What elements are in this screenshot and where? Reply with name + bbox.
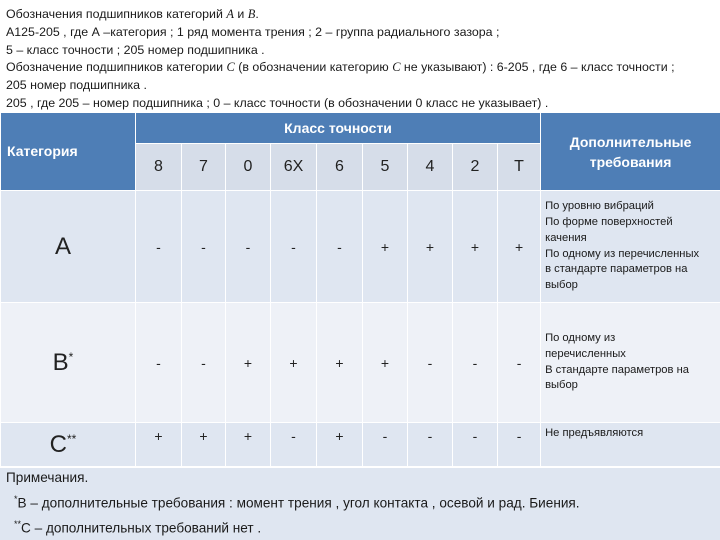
value-cell: + — [363, 303, 408, 423]
value-cell: - — [453, 423, 498, 467]
intro-line-6: 205 , где 205 – номер подшипника ; 0 – класс точности (в обозначении 0 класс не указывает) . — [6, 95, 549, 110]
value-cell: - — [408, 303, 453, 423]
value-cell: + — [226, 423, 271, 467]
value-cell: - — [271, 423, 317, 467]
value-cell: - — [498, 303, 541, 423]
intro-line-1: Обозначения подшипников категорий A и B. — [6, 7, 259, 21]
intro-line-4: Обозначение подшипников категории C (в обозначении категорию C не указывают) : 6-205 , где 6 – класс точности ; — [6, 60, 675, 75]
class-cell: 4 — [408, 144, 453, 191]
class-cell: 6 — [317, 144, 363, 191]
category-cell: А — [1, 191, 136, 303]
value-cell: - — [271, 191, 317, 303]
notes-section — [0, 468, 720, 540]
category-b-symbol: B — [247, 7, 256, 21]
value-cell: + — [453, 191, 498, 303]
requirements-cell: Не предъявляются — [541, 423, 720, 467]
value-cell: - — [498, 423, 541, 467]
table-row-category-a — [1, 191, 720, 303]
class-cell: 7 — [182, 144, 226, 191]
value-cell: + — [271, 303, 317, 423]
note-2: **С – дополнительных требований нет . — [14, 518, 262, 536]
table-row-category-b — [1, 303, 720, 423]
value-cell: + — [182, 423, 226, 467]
notes-title: Примечания. — [6, 470, 89, 485]
table-row-category-c — [1, 423, 720, 467]
category-cell: С** — [1, 423, 136, 467]
requirements-cell: По уровню вибраций По форме поверхностей качения По одному из перечисленных в стандарте параметров на выбор — [541, 191, 720, 303]
value-cell: - — [408, 423, 453, 467]
value-cell: + — [317, 423, 363, 467]
value-cell: - — [182, 191, 226, 303]
value-cell: + — [408, 191, 453, 303]
header-category: Категория — [1, 113, 136, 191]
intro-text — [6, 6, 714, 113]
category-cell: В* — [1, 303, 136, 423]
note-1: *В – дополнительные требования : момент трения , угол контакта , осевой и рад. Биения. — [14, 493, 580, 511]
value-cell: - — [136, 303, 182, 423]
class-cell: Т — [498, 144, 541, 191]
header-additional-requirements: Дополнительные требования — [541, 113, 720, 191]
value-cell: - — [136, 191, 182, 303]
category-a-symbol: A — [226, 7, 234, 21]
intro-line-3: 5 – класс точности ; 205 номер подшипника . — [6, 42, 265, 57]
value-cell: + — [136, 423, 182, 467]
value-cell: + — [363, 191, 408, 303]
value-cell: - — [317, 191, 363, 303]
category-c-symbol: C — [392, 60, 401, 75]
requirements-cell: По одному из перечисленных В стандарте параметров на выбор — [541, 303, 720, 423]
class-cell: 0 — [226, 144, 271, 191]
value-cell: - — [182, 303, 226, 423]
value-cell: + — [498, 191, 541, 303]
value-cell: - — [363, 423, 408, 467]
header-accuracy-class: Класс точности — [136, 113, 541, 144]
value-cell: - — [453, 303, 498, 423]
class-cell: 8 — [136, 144, 182, 191]
intro-line-5: 205 номер подшипника . — [6, 78, 147, 93]
value-cell: - — [226, 191, 271, 303]
bearing-table — [0, 112, 720, 467]
class-cell: 2 — [453, 144, 498, 191]
class-cell: 5 — [363, 144, 408, 191]
category-c-symbol: C — [226, 60, 235, 75]
value-cell: + — [226, 303, 271, 423]
value-cell: + — [317, 303, 363, 423]
intro-line-2: А125-205 , где А –категория ; 1 ряд момента трения ; 2 – группа радиального зазора ; — [6, 24, 500, 39]
class-cell: 6Х — [271, 144, 317, 191]
